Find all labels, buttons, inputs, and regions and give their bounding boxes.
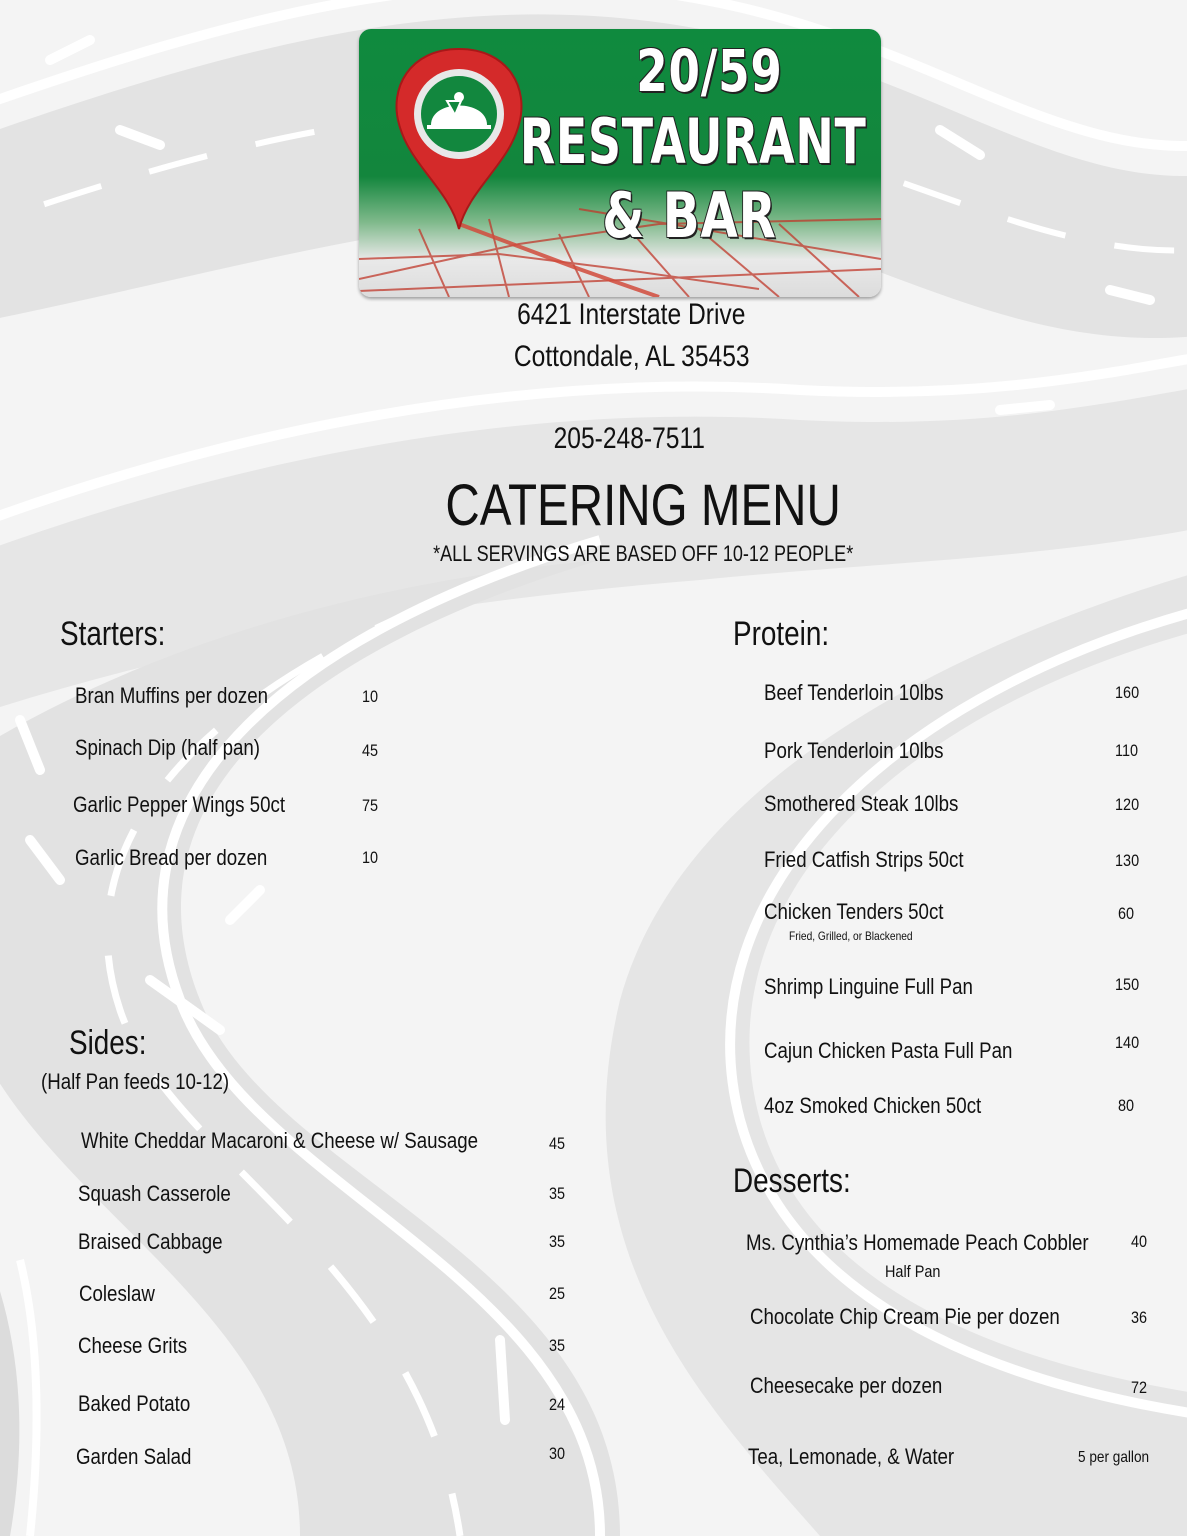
address-city: Cottondale, AL 35453 <box>513 340 750 373</box>
title-row <box>50 472 1187 539</box>
page-title: CATERING MENU <box>445 473 842 538</box>
protein-heading: Protein: <box>733 615 830 653</box>
page-subtitle: *ALL SERVINGS ARE BASED OFF 10-12 PEOPLE* <box>433 541 854 566</box>
menu-item-price: 10 <box>362 848 379 867</box>
menu-item-name: Fried Catfish Strips 50ct <box>764 847 964 872</box>
menu-item-name: 4oz Smoked Chicken 50ct <box>764 1093 982 1118</box>
menu-item-name: Smothered Steak 10lbs <box>764 791 959 816</box>
menu-item-name: Baked Potato <box>78 1391 191 1416</box>
restaurant-logo <box>359 29 881 297</box>
menu-item-price: 35 <box>549 1232 566 1251</box>
sides-note: (Half Pan feeds 10-12) <box>41 1069 230 1094</box>
menu-item-price: 35 <box>549 1184 566 1203</box>
menu-item-name: Garden Salad <box>76 1444 192 1469</box>
menu-item-name: Chocolate Chip Cream Pie per dozen <box>750 1304 1060 1329</box>
menu-item-price: 110 <box>1115 741 1139 760</box>
menu-item-price: 45 <box>549 1134 566 1153</box>
menu-item-name: Cheese Grits <box>78 1333 188 1358</box>
menu-item-name: Spinach Dip (half pan) <box>75 735 261 760</box>
menu-item-note: Fried, Grilled, or Blackened <box>789 929 913 943</box>
menu-item-price: 36 <box>1131 1308 1148 1327</box>
map-pin-icon <box>397 49 522 229</box>
menu-item-price: 120 <box>1115 795 1140 814</box>
menu-item-name: Bran Muffins per dozen <box>75 683 269 708</box>
address-street: 6421 Interstate Drive <box>517 298 746 331</box>
menu-item-name: Braised Cabbage <box>78 1229 223 1254</box>
menu-item-price: 40 <box>1131 1232 1148 1251</box>
menu-item-price: 35 <box>549 1336 566 1355</box>
logo-line-1: 20/59 <box>636 37 783 105</box>
menu-item-price: 5 per gallon <box>1078 1449 1150 1466</box>
menu-item-price: 140 <box>1115 1033 1140 1052</box>
menu-item-price: 60 <box>1118 904 1135 923</box>
menu-item-price: 150 <box>1115 975 1140 994</box>
menu-item-name: Garlic Bread per dozen <box>75 845 268 870</box>
logo-line-2: RESTAURANT <box>520 105 867 178</box>
menu-item-price: 10 <box>362 687 379 706</box>
menu-item-price: 80 <box>1118 1096 1135 1115</box>
subtitle-row <box>50 541 1187 567</box>
menu-item-name: Garlic Pepper Wings 50ct <box>73 792 286 817</box>
menu-item-price: 75 <box>362 796 379 815</box>
address-city-row <box>38 340 1187 374</box>
menu-item-name: Squash Casserole <box>78 1181 231 1206</box>
menu-item-price: 160 <box>1115 683 1140 702</box>
menu-item-name: Cajun Chicken Pasta Full Pan <box>764 1038 1013 1063</box>
sides-heading: Sides: <box>69 1024 147 1062</box>
menu-item-name: Pork Tenderloin 10lbs <box>764 738 944 763</box>
desserts-heading: Desserts: <box>733 1162 851 1200</box>
menu-item-price: 72 <box>1131 1378 1148 1397</box>
menu-item-price: 130 <box>1115 851 1140 870</box>
menu-item-name: White Cheddar Macaroni & Cheese w/ Sausage <box>81 1128 479 1153</box>
menu-item-price: 24 <box>549 1395 566 1414</box>
menu-item-name: Ms. Cynthia’s Homemade Peach Cobbler <box>746 1230 1089 1255</box>
menu-item-name: Coleslaw <box>79 1281 155 1306</box>
menu-item-note: Half Pan <box>885 1262 941 1281</box>
menu-item-price: 30 <box>549 1444 566 1463</box>
logo-line-3: & BAR <box>602 179 777 252</box>
menu-item-price: 25 <box>549 1284 566 1303</box>
phone-number: 205-248-7511 <box>553 422 706 455</box>
menu-item-name: Shrimp Linguine Full Pan <box>764 974 973 999</box>
menu-item-name: Chicken Tenders 50ct <box>764 899 944 924</box>
address-street-row <box>38 298 1187 332</box>
menu-item-name: Beef Tenderloin 10lbs <box>764 680 944 705</box>
phone-row <box>36 422 1187 456</box>
menu-item-name: Cheesecake per dozen <box>750 1373 943 1398</box>
menu-item-price: 45 <box>362 741 379 760</box>
starters-heading: Starters: <box>60 615 166 653</box>
menu-item-name: Tea, Lemonade, & Water <box>748 1444 955 1469</box>
